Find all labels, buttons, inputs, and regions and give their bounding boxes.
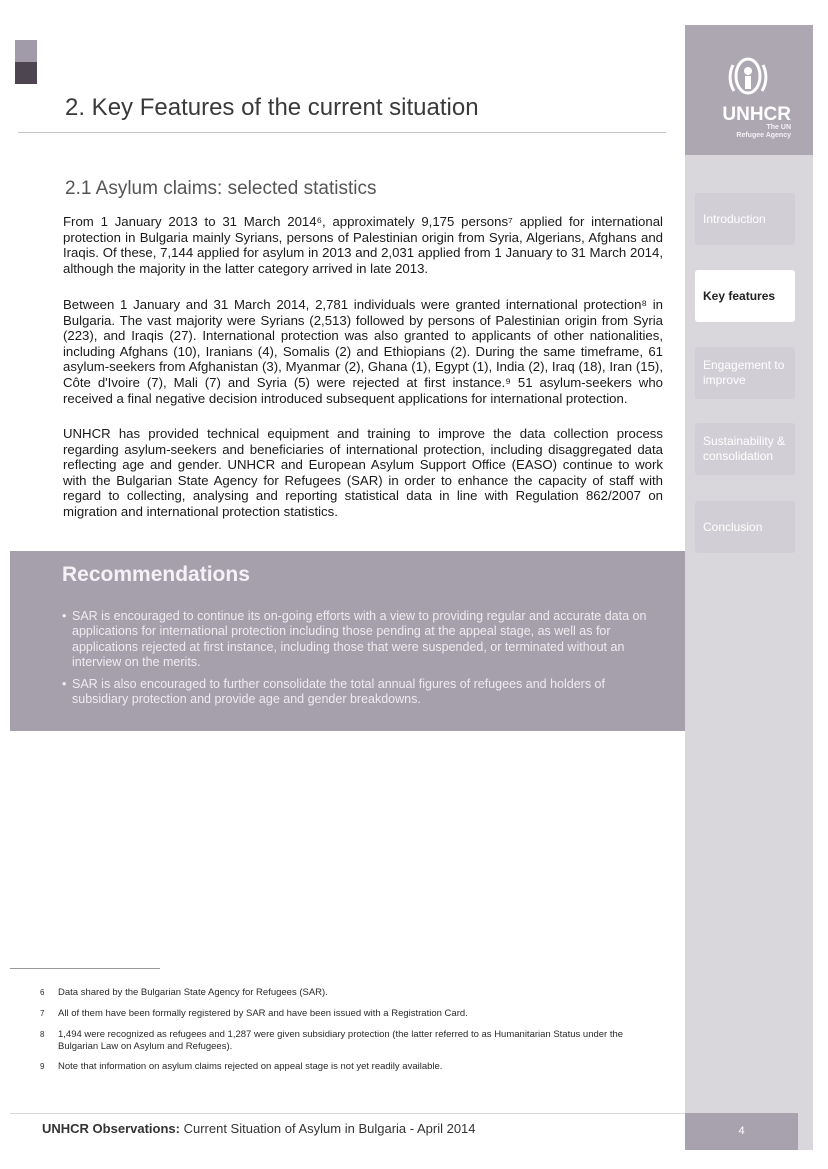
page-number: 4	[738, 1125, 745, 1137]
footnote-divider	[10, 968, 160, 969]
recommendation-item: • SAR is encouraged to continue its on-going efforts with a view to providing regular and accurate data on applications for international protection including those pending at the appeal stage, as well as for applications rejected at first instance, including those that were suspended, or terminated without an interview on the merits.	[62, 609, 652, 671]
footer-text	[42, 1121, 476, 1136]
title-divider	[18, 132, 666, 133]
recommendation-item: • SAR is also encouraged to further consolidate the total annual figures of refugees and holders of subsidiary protection and provide age and gender breakdowns.	[62, 677, 652, 708]
nav-key-features[interactable]: Key features	[695, 270, 795, 322]
nav-engagement[interactable]: Engagement to improve	[695, 347, 795, 399]
footer-divider	[10, 1113, 690, 1114]
recommendations-box	[10, 551, 690, 731]
page-number-box	[685, 1113, 798, 1150]
unhcr-logo	[685, 25, 813, 155]
section-title: 2.1 Asylum claims: selected statistics	[65, 178, 377, 199]
corner-mark-dark	[15, 62, 37, 84]
paragraph-applications: From 1 January 2013 to 31 March 2014⁶, approximately 9,175 persons⁷ applied for international protection in Bulgaria mainly Syrians, persons of Palestinian origin from Syria, Algerians, Afghans and Iraqis. Of these, 7,144 applied for asylum in 2013 and 2,031 applied from 1 January to 31 March 2014, although the majority in the latter category arrived in late 2013.	[63, 214, 663, 276]
page-title: 2. Key Features of the current situation	[65, 94, 479, 121]
paragraph-protection-granted: Between 1 January and 31 March 2014, 2,781 individuals were granted international protection⁸ in Bulgaria. The vast majority were Syrians (2,513) followed by persons of Palestinian origin from Syria (223), and Iraqis (27). International protection was also granted to applicants of other nationalities, including Afghans (10), Iranians (4), Somalis (2) and Ethiopians (2). During the same timeframe, 61 asylum-seekers from Afghanistan (3), Myanmar (2), Ghana (1), Egypt (1), India (2), Iraq (18), Iran (15), Côte d'Ivoire (7), Mali (7) and Syria (5) were rejected at first instance.⁹ 51 asylum-seekers who received a final negative decision introduced subsequent applications for international protection.	[63, 297, 663, 406]
footnote-8: 8 1,494 were recognized as refugees and 1,287 were given subsidiary protection (the latter referred to as Humanitarian Status under the Bulgarian Law on Asylum and Refugees).	[40, 1029, 624, 1052]
footer-brand: UNHCR Observations:	[42, 1121, 180, 1136]
paragraph-data-collection: UNHCR has provided technical equipment and training to improve the data collection process regarding asylum-seekers and beneficiaries of international protection, including disaggregated data reflecting age and gender. UNHCR and European Asylum Support Office (EASO) continue to work with the Bulgarian State Agency for Refugees (SAR) in order to enhance the capacity of staff with regard to collecting, analysing and reporting statistical data in line with Regulation 862/2007 on migration and international protection statistics.	[63, 426, 663, 519]
sidebar	[685, 25, 813, 1150]
recommendations-title: Recommendations	[62, 563, 250, 586]
footnote-7: 7 All of them have been formally registered by SAR and have been issued with a Registration Card.	[40, 1008, 468, 1019]
unhcr-emblem-icon	[725, 53, 771, 99]
nav-sustainability[interactable]: Sustainability & consolidation	[695, 423, 795, 475]
nav-introduction[interactable]: Introduction	[695, 193, 795, 245]
footnote-9: 9 Note that information on asylum claims rejected on appeal stage is not yet readily available.	[40, 1061, 443, 1072]
nav-conclusion[interactable]: Conclusion	[695, 501, 795, 553]
footnote-6: 6 Data shared by the Bulgarian State Agency for Refugees (SAR).	[40, 987, 328, 998]
logo-name: UNHCR	[722, 104, 791, 125]
recommendations-list	[62, 609, 652, 713]
footer-title: Current Situation of Asylum in Bulgaria - April 2014	[179, 1121, 476, 1136]
logo-subtitle: The UN Refugee Agency	[736, 124, 791, 139]
